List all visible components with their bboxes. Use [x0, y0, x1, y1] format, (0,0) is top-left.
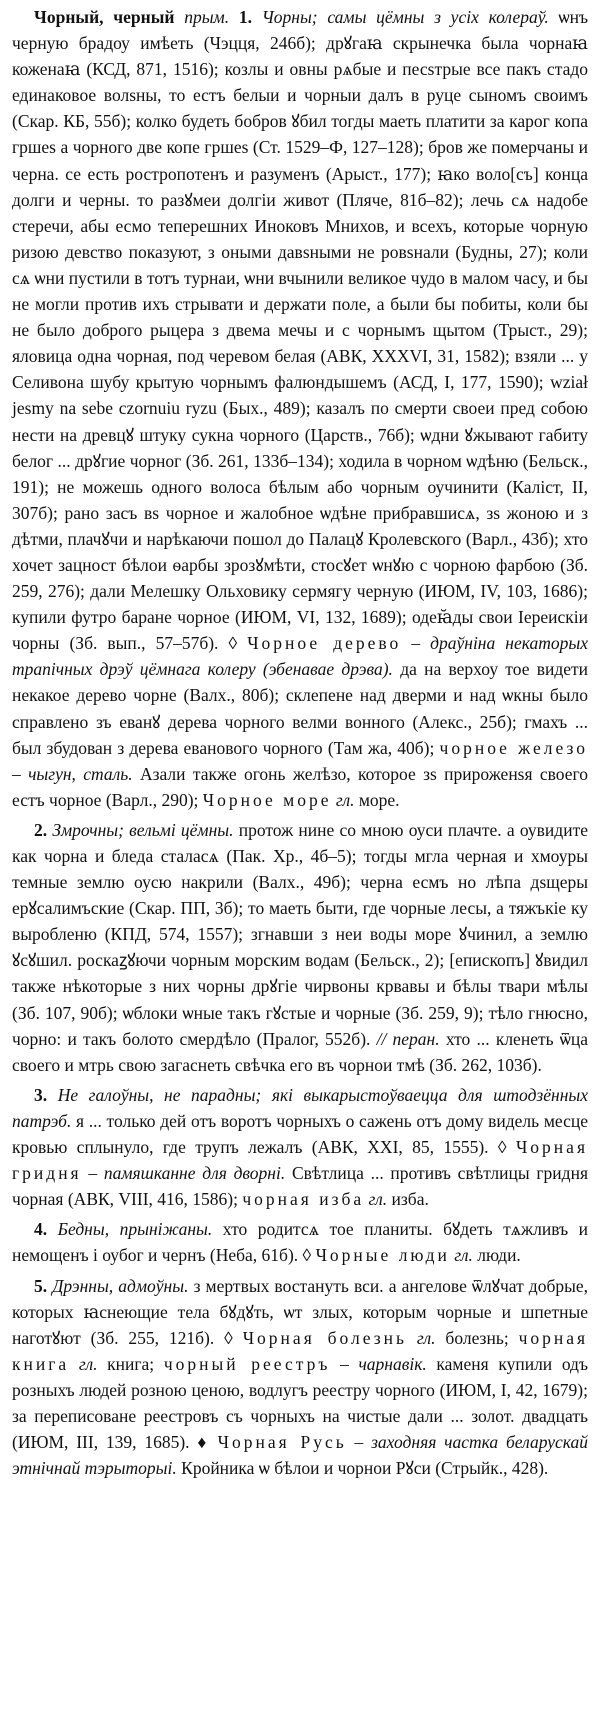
idiom-phrase: чорный реестръ [163, 1353, 331, 1374]
sense-number: 3. [34, 1084, 48, 1105]
idiom-phrase: чорное железо [439, 737, 589, 758]
part-of-speech: прым. [184, 7, 230, 27]
idiom-citations: Азали также огонь желѣзо, которое зѕ прироженѕя своего естъ чорное (Варл., 290); [12, 763, 589, 810]
idiom-gloss: гл. [335, 789, 355, 810]
idiom-gloss: – памяшканне для дворні. [88, 1163, 286, 1184]
idiom-phrase: чорная изба [242, 1189, 365, 1210]
sense-definition: Змрочны; вельмі цёмны. [52, 819, 234, 840]
idiom-phrase: чорная книга [12, 1327, 589, 1374]
citations: я ... только дей отъ воротъ чорныхъ о сажень отъ дому видель месце кровью сплынуло, где трупъ лежалъ (АВК, XXI, 85, 1555). [12, 1110, 589, 1158]
sense-number: 1. [238, 7, 252, 27]
idiom-gloss: гл. [368, 1189, 388, 1210]
sense-1 [12, 4, 588, 813]
sense-number: 5. [34, 1275, 48, 1296]
diamond-icon: ◊ [302, 1245, 312, 1266]
sense-2 [12, 817, 588, 1078]
diamond-icon: ◊ [228, 633, 238, 654]
citations: хто родитсѧ тое планиты. бꙋдеть тѧжливъ и немощенъ і оубог и чернъ (Неба, 61б). [12, 1219, 589, 1266]
sense-definition: Чорны; самы цёмны з усіх колераў. [261, 7, 549, 27]
idiom-gloss: гл. [416, 1327, 436, 1348]
idiom-citations: Свѣтлица ... противъ свѣтлицы гридня чорная (АВК, VIII, 416, 1586); [12, 1163, 588, 1210]
sense-definition: Дрэнны, адмоўны. [52, 1275, 189, 1296]
idiom-phrase: Чорная болезнь [242, 1327, 408, 1348]
diamond-icon: ◊ [497, 1137, 507, 1158]
sense-4 [12, 1216, 588, 1268]
citations: ѡнъ черную брадоу имѣеть (Чэцця, 246б); дрꙋгаꙗ скрынечка была чорнаꙗ коженаꙗ (КСД, 871, 1516); козлы и овны рѧбые и песѕтрые все пакъ стадо единаковое волѕны, то естъ белыи и чорныи далъ в руце сыномъ своимъ (Скар. КБ, 55б); колко будеть бобров ꙋбил тогды маеть платити за карог копа гршеѕ а чорного две копе гршеѕ (Ст. 1529–Ф, 127–128); бров же померчаны и черна. се есть ростропотенъ и разуменъ (Арыст., 177); ꙗко воло[съ] конца долги и черны. то разꙋмеи долгіи живот (Пляче, 81б–82); лечь сѧ надобе стеречи, абы есмо теперешних Иноковъ Мнихов, и всехъ, которые чорную ризою девство показуют, з оными давѕными не ровѕнали (Будны, 27); коли сѧ ѡни пустили в тотъ турнаи, ѡни вчынили великое чудо в малом часу, и бы не могли против ихъ стрывати и держати поле, а были бы побиты, коли бы не было доброго рыцера з двема мечы и с чорнымъ щытом (Трыст., 29); яловица одна чорная, под черевом белая (АВК, XXXVI, 31, 1582); взяли ... у Селивона шубу крытую чорнымъ фалюндышемъ (АСД, I, 177, 1590); wział jesmy na sebe czornuiu ryzu (Бых., 489); казалъ по смерти своеи пред собою нести на древцꙋ штуку сукна чорного (Царств., 76б); ѡдни ꙋжывают габиту белог ... дрꙋгие чорног (Зб. 261, 133б–134); ходила в чорном ѡдѣню (Бельск., 191); не можешь одного волоса бѣлым або чорным оучинити (Каліст, II, 307б); рано засъ вѕ чорное и жалобное ѡдѣне прибравшисѧ, зѕ жоною и з дѣтми, плачꙋчи и нарѣкаючи пошол до Палацꙋ Кролевского (Варл., 43б); хто хочет зацност бѣлои ѳарбы зрозꙋмѣти, стосꙋет ѡнꙋю с чорною фарбою (Зб. 259, 276); дали Мелешку Ольховику сермягу черную (ИЮМ, IV, 103, 1686); купили футро баране чорное (ИЮМ, VI, 132, 1689); одеꙗ̆ды свои Іереискіи чорны (Зб. вып., 57–57б). [12, 7, 589, 654]
idiom-citations: изба. [391, 1189, 429, 1210]
filled-diamond-icon: ♦ [197, 1432, 210, 1453]
sense-5 [12, 1273, 588, 1482]
sense-number: 2. [34, 819, 48, 840]
idiom-gloss: – чыгун, сталь. [12, 763, 133, 784]
sense-definition: Бедны, прыніжаны. [57, 1219, 213, 1240]
idiom-gloss: – чарнавік. [340, 1353, 427, 1374]
idiom-citations: книга; [107, 1353, 155, 1374]
sense-number: 4. [34, 1219, 48, 1240]
idiom-phrase: Чорная Русь [217, 1432, 347, 1453]
idiom-gloss: – заходняя частка беларускай этнічнай тэрыторыі. [12, 1432, 589, 1479]
citations: протож нине со мною оуси плачте. а оувидите как чорна и бледа сталасѧ (Пак. Хр., 4б–5); тогды мгла черная и хмоуры темные землю оусю накрили (Валх., 49б); черна есмъ но лѣпа дѕщеры ерꙋсалимъские (Скар. ПП, 3б); то маеть быти, где чорные лесы, а тяжъкіе ку выробленю (КПД, 574, 1557); згнавши з неи воды море ꙋчинил, а землю ꙋсꙋшил. роскаꙁꙋючи чорным морским водам (Бельск., 2); [епископъ] ꙋвидил также нѣкоторые з них чорны дрꙋгіе чирвоны крвавы и бѣлы твари мѣлы (Зб. 107, 90б); ѡблоки ѡные такъ гꙋстые и чорные (Зб. 259, 9); тѣло гнюсно, чорно: и такъ болото смердѣло (Пралог, 552б). [12, 819, 588, 1049]
idiom-phrase: Чорное море [202, 789, 332, 810]
idiom-gloss: гл. [454, 1245, 473, 1266]
idiom-phrase: Чорные люди [315, 1245, 450, 1266]
idiom-citations: море. [358, 789, 400, 810]
citations: з мертвых востануть вси. а ангелове ѿлꙋчат добрые, которых ꙗснеющие тела бꙋдꙋть, ѡт злых, которым чорные и шпетные наготꙋют (Зб. 255, 121б). [12, 1275, 589, 1348]
idiom-citations: болезнь; [445, 1327, 509, 1348]
headword: Чорный, черный [34, 7, 175, 27]
idiom-citations: люди. [477, 1245, 521, 1266]
idiom-gloss: – драўніна некаторых трапічных дрэў цёмнага колеру (эбенавае дрэва). [12, 633, 588, 680]
diamond-icon: ◊ [224, 1327, 233, 1348]
idiom-citations: каменя купили одъ розныхъ людей розною ценою, водлугъ реестру чорного (ИЮМ, I, 42, 1679); за переписоване реестровъ съ чорныхъ на чистые дали ... золот. двадцать (ИЮМ, III, 139, 1685). [12, 1353, 589, 1453]
sense-definition: Не галоўны, не парадны; які выкарыстоўваецца для штодзённых патрэб. [12, 1084, 589, 1131]
figurative-citations: хто ... кленеть ѿца своего и мтрь свою загаснеть свѣчка его въ чорнои тмѣ (Зб. 262, 103б). [12, 1028, 588, 1075]
idiom-phrase: Чорная гридня [12, 1137, 588, 1184]
figurative-label: // перан. [376, 1028, 440, 1049]
idiom-citations: да на верхоу тое видети некакое дерево чорне (Валх., 80б); склепене над дверми и над ѡкны было справлено зъ еванꙋ дерева чорного велми вонного (Алекс., 25б); гмахъ ... был збудован з дерева еванового чорного (Там жа, 40б); [12, 659, 589, 758]
sense-3 [12, 1082, 588, 1212]
idiom-gloss: гл. [78, 1353, 98, 1374]
idiom-citations: Кройника ѡ бѣлои и чорнои Рꙋси (Стрыйк., 428). [181, 1458, 549, 1479]
idiom-phrase: Чорное дерево [247, 633, 402, 654]
